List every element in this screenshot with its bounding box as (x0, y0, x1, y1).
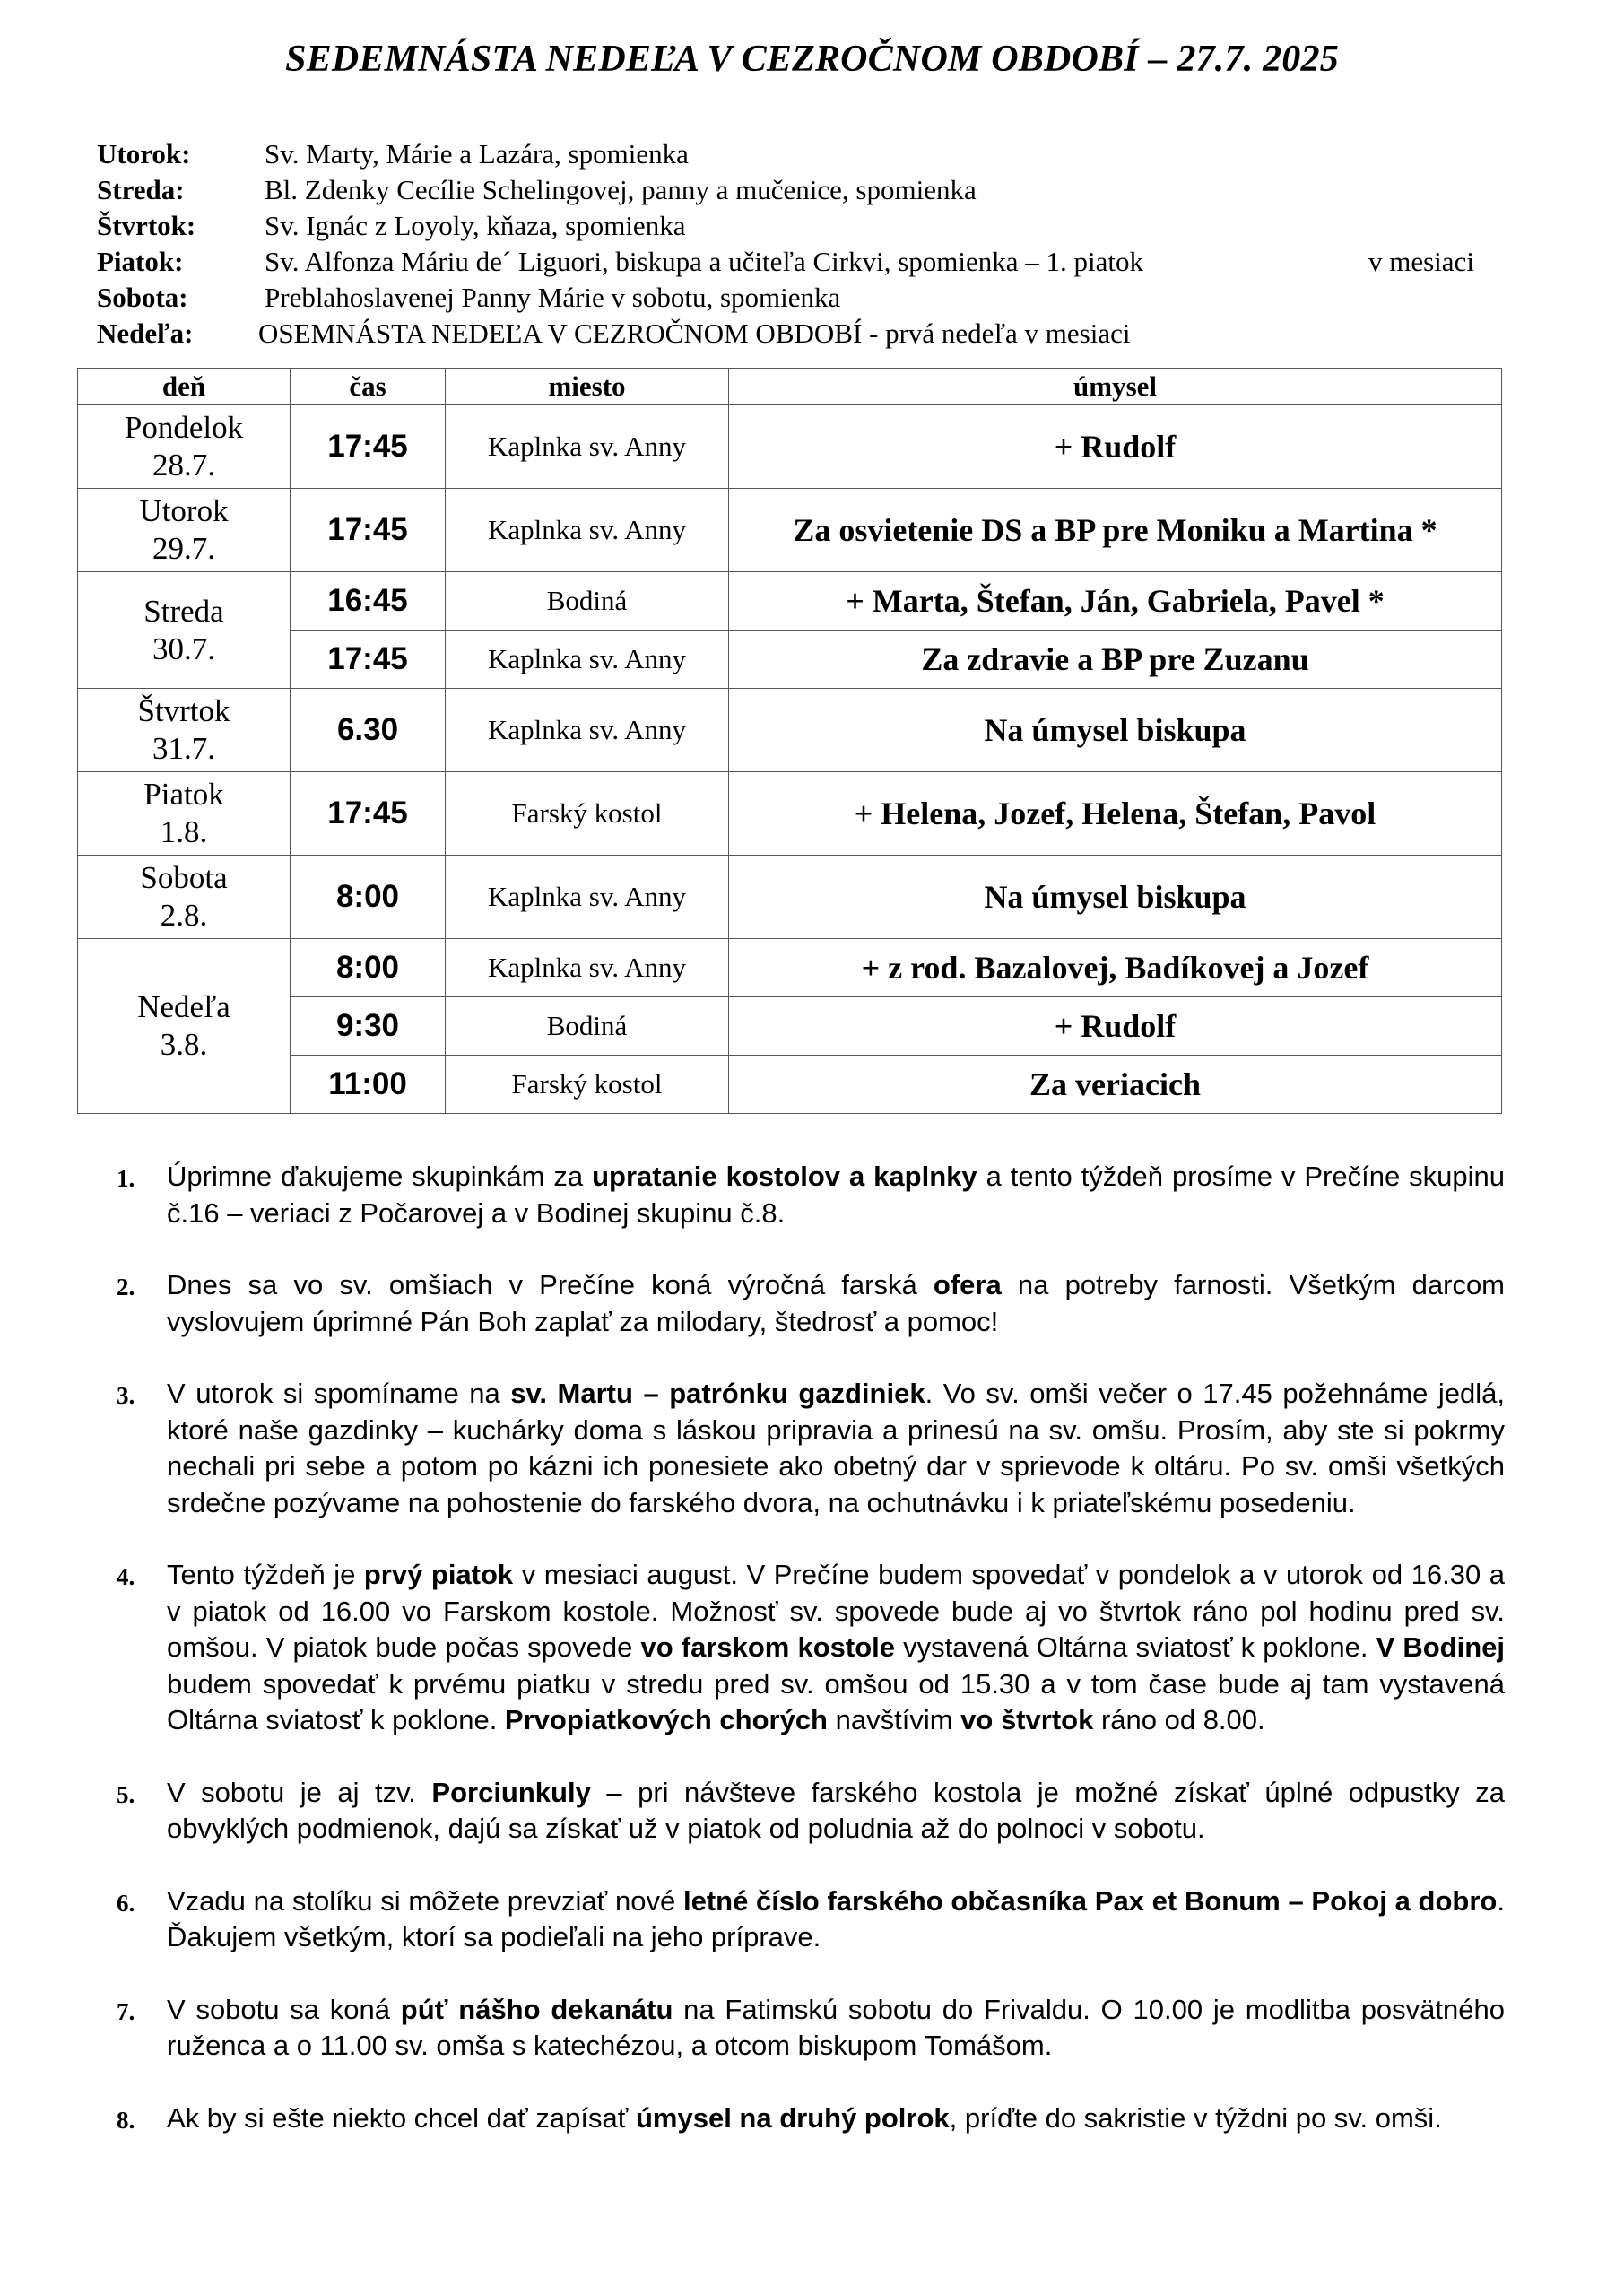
announcement-item (117, 1376, 1505, 1521)
day-cell (78, 856, 291, 939)
place-cell: Farský kostol (446, 772, 729, 856)
place-cell: Kaplnka sv. Anny (446, 631, 729, 689)
column-header-time: čas (291, 369, 446, 405)
announcement-number: 3. (117, 1382, 135, 1409)
announcement-text: – pri návšteve farského kostola je možné získať úplné odpustky za obvyklých podmienok, dajú sa získať už v piatok od poludnia až do polnoci v sobotu. (167, 1776, 1505, 1844)
column-header-day: deň (78, 369, 291, 405)
time-cell: 11:00 (291, 1056, 446, 1114)
announcement-item (117, 1557, 1505, 1739)
place-cell: Kaplnka sv. Anny (446, 405, 729, 489)
table-row (78, 772, 1502, 856)
announcement-item (117, 1775, 1505, 1848)
intention-cell: Za osvietenie DS a BP pre Moniku a Martina * (729, 489, 1502, 572)
place-cell: Kaplnka sv. Anny (446, 689, 729, 772)
announcement-text: , príďte do sakristie v týždni po sv. omši. (949, 2101, 1442, 2134)
table-row (78, 689, 1502, 772)
mass-schedule-table (77, 368, 1502, 1114)
announcement-text: Vzadu na stolíku si môžete prevziať nové (167, 1884, 683, 1917)
announcement-emphasis: upratanie kostolov a kaplnky (592, 1161, 977, 1192)
announcement-emphasis: ofera (933, 1269, 1002, 1300)
table-header-row (78, 369, 1502, 405)
day-name: Nedeľa (137, 989, 230, 1024)
announcement-text: . Vo sv. omši večer o 17.45 požehnáme jedlá, ktoré naše gazdinky – kuchárky doma s láskou pripravia a prinesú na sv. omšu. Prosím, aby ste si pokrmy nechali pri sebe a potom po kázni ich ponesiete ako obetný dar v sprievode k oltáru. Po sv. omši všetkých srdečne pozývame na pohostenie do farského dvora, na ochutnávku i k priateľskému posedeniu. (167, 1378, 1505, 1518)
announcement-number: 2. (117, 1274, 135, 1300)
announcement-number: 1. (117, 1165, 135, 1192)
table-row (78, 631, 1502, 689)
time-cell: 8:00 (291, 856, 446, 939)
time-cell: 17:45 (291, 631, 446, 689)
day-cell (78, 939, 291, 1114)
announcement-emphasis: vo štvrtok (960, 1704, 1094, 1735)
day-date: 31.7. (152, 731, 215, 766)
weekday-row (97, 316, 1532, 352)
day-cell (78, 572, 291, 689)
weekday-label: Sobota: (97, 282, 188, 313)
announcement-text: ráno od 8.00. (1093, 1704, 1265, 1735)
intention-cell: Za veriacich (729, 1056, 1502, 1114)
day-date: 28.7. (152, 448, 215, 483)
announcement-text: V sobotu je aj tzv. (167, 1776, 432, 1808)
table-row (78, 1056, 1502, 1114)
announcement-text: budem spovedať k prvému piatku v stredu pred sv. omšou od 15.30 a v tom čase bude aj tam vystavená Oltárna sviatosť k poklone. (167, 1667, 1505, 1735)
weekday-feast: Bl. Zdenky Cecílie Schelingovej, panny a mučenice, spomienka (265, 174, 977, 205)
day-cell (78, 489, 291, 572)
column-header-intention: úmysel (729, 369, 1502, 405)
weekday-row (97, 172, 1532, 208)
time-cell: 17:45 (291, 405, 446, 489)
announcement-emphasis: Porciunkuly (431, 1776, 591, 1808)
weekday-feast: OSEMNÁSTA NEDEĽA V CEZROČNOM OBDOBÍ - prvá nedeľa v mesiaci (258, 317, 1131, 349)
weekday-label: Utorok: (97, 138, 191, 170)
announcement-item (117, 1883, 1505, 1956)
intention-cell: + Marta, Štefan, Ján, Gabriela, Pavel * (729, 572, 1502, 631)
announcement-text: Tento týždeň je (167, 1559, 364, 1590)
intention-cell: + Rudolf (729, 405, 1502, 489)
announcement-number: 7. (117, 1997, 135, 2025)
table-row (78, 489, 1502, 572)
place-cell: Bodiná (446, 997, 729, 1056)
day-name: Štvrtok (137, 693, 230, 728)
weekday-label: Streda: (97, 174, 185, 205)
table-row (78, 856, 1502, 939)
day-cell (78, 405, 291, 489)
table-row (78, 997, 1502, 1056)
time-cell: 17:45 (291, 772, 446, 856)
announcement-text: . Ďakujem všetkým, ktorí sa podieľali na jeho príprave. (167, 1884, 1505, 1952)
time-cell: 8:00 (291, 939, 446, 997)
place-cell: Bodiná (446, 572, 729, 631)
time-cell: 16:45 (291, 572, 446, 631)
announcement-text: Dnes sa vo sv. omšiach v Prečíne koná výročná farská (167, 1269, 934, 1300)
announcement-number: 8. (117, 2106, 135, 2134)
place-cell: Farský kostol (446, 1056, 729, 1114)
weekday-feast-extra: v mesiaci (1368, 246, 1474, 277)
day-cell (78, 689, 291, 772)
announcement-text: na potreby farnosti. Všetkým darcom vyslovujem úprimné Pán Boh zaplať za milodary, štedrosť a pomoc! (167, 1269, 1506, 1337)
announcement-item (117, 1159, 1505, 1231)
weekday-label: Piatok: (97, 246, 184, 277)
time-cell: 17:45 (291, 489, 446, 572)
intention-cell: Na úmysel biskupa (729, 856, 1502, 939)
intention-cell: Na úmysel biskupa (729, 689, 1502, 772)
weekday-feasts-list (97, 136, 1532, 352)
place-cell: Kaplnka sv. Anny (446, 939, 729, 997)
announcement-emphasis: sv. Martu – patrónku gazdiniek (510, 1378, 925, 1409)
column-header-place: miesto (446, 369, 729, 405)
day-name: Streda (143, 593, 224, 629)
table-row (78, 939, 1502, 997)
day-cell (78, 772, 291, 856)
day-name: Pondelok (124, 410, 244, 445)
announcement-text: v mesiaci august. V Prečíne budem spovedať v pondelok a v utorok od 16.30 a v piatok od 16.00 vo Farskom kostole. Možnosť sv. spovede bude aj vo štvrtok ráno pol hodinu pred sv. omšou. V piatok bude počas spovede (167, 1559, 1505, 1663)
announcement-emphasis: Prvopiatkových chorých (504, 1704, 828, 1735)
intention-cell: + z rod. Bazalovej, Badíkovej a Jozef (729, 939, 1502, 997)
announcement-number: 6. (117, 1889, 135, 1917)
announcements-list (117, 1159, 1505, 2136)
day-name: Utorok (139, 493, 229, 528)
announcement-text: V sobotu sa koná (167, 1993, 401, 2025)
intention-cell: + Helena, Jozef, Helena, Štefan, Pavol (729, 772, 1502, 856)
announcement-text: Ak by si ešte niekto chcel dať zapísať (167, 2101, 636, 2134)
day-date: 3.8. (160, 1027, 208, 1062)
announcement-item (117, 1267, 1505, 1340)
announcement-text: navštívim (828, 1704, 961, 1735)
announcement-number: 5. (117, 1780, 135, 1808)
weekday-feast: Sv. Marty, Márie a Lazára, spomienka (265, 138, 689, 170)
weekday-row (97, 136, 1532, 172)
day-date: 30.7. (152, 631, 215, 666)
announcement-text: a tento týždeň prosíme v Prečíne skupinu č.16 – veriaci z Počarovej a v Bodinej skupinu č.8. (167, 1161, 1505, 1229)
announcement-emphasis: letné číslo farského občasníka Pax et Bonum – Pokoj a dobro (682, 1884, 1498, 1917)
weekday-row (97, 244, 1532, 280)
announcement-emphasis: úmysel na druhý polrok (635, 2101, 950, 2134)
announcement-emphasis: prvý piatok (363, 1559, 514, 1590)
announcement-text: V utorok si spomíname na (167, 1378, 511, 1409)
weekday-label: Nedeľa: (97, 317, 194, 349)
time-cell: 9:30 (291, 997, 446, 1056)
time-cell: 6.30 (291, 689, 446, 772)
day-date: 2.8. (160, 898, 208, 933)
day-name: Sobota (140, 860, 228, 895)
table-row (78, 405, 1502, 489)
page-title: SEDEMNÁSTA NEDEĽA V CEZROČNOM OBDOBÍ – 27.7. 2025 (285, 39, 1339, 80)
intention-cell: Za zdravie a BP pre Zuzanu (729, 631, 1502, 689)
table-row (78, 572, 1502, 631)
day-name: Piatok (143, 777, 224, 812)
weekday-feast: Preblahoslavenej Panny Márie v sobotu, spomienka (265, 282, 841, 313)
announcement-text: na Fatimskú sobotu do Frivaldu. O 10.00 je modlitba posvätného ruženca a o 11.00 sv. omša s katechézou, a otcom biskupom Tomášom. (167, 1993, 1505, 2061)
weekday-label: Štvrtok: (97, 210, 196, 241)
weekday-feast: Sv. Ignác z Loyoly, kňaza, spomienka (265, 210, 686, 241)
weekday-row (97, 208, 1532, 244)
weekday-feast: Sv. Alfonza Máriu de´ Liguori, biskupa a učiteľa Cirkvi, spomienka – 1. piatok (265, 246, 1143, 277)
place-cell: Kaplnka sv. Anny (446, 856, 729, 939)
announcement-item (117, 1992, 1505, 2065)
day-date: 29.7. (152, 531, 215, 566)
announcement-number: 4. (117, 1563, 135, 1590)
announcement-emphasis: vo farskom kostole (640, 1631, 895, 1663)
announcement-text: vystavená Oltárna sviatosť k poklone. (894, 1631, 1376, 1663)
announcement-emphasis: púť nášho dekanátu (400, 1993, 673, 2025)
day-date: 1.8. (160, 814, 208, 849)
weekday-row (97, 280, 1532, 316)
intention-cell: + Rudolf (729, 997, 1502, 1056)
announcement-item (117, 2100, 1505, 2137)
announcement-emphasis: V Bodinej (1376, 1631, 1505, 1663)
place-cell: Kaplnka sv. Anny (446, 489, 729, 572)
announcement-text: Úprimne ďakujeme skupinkám za (167, 1161, 593, 1192)
